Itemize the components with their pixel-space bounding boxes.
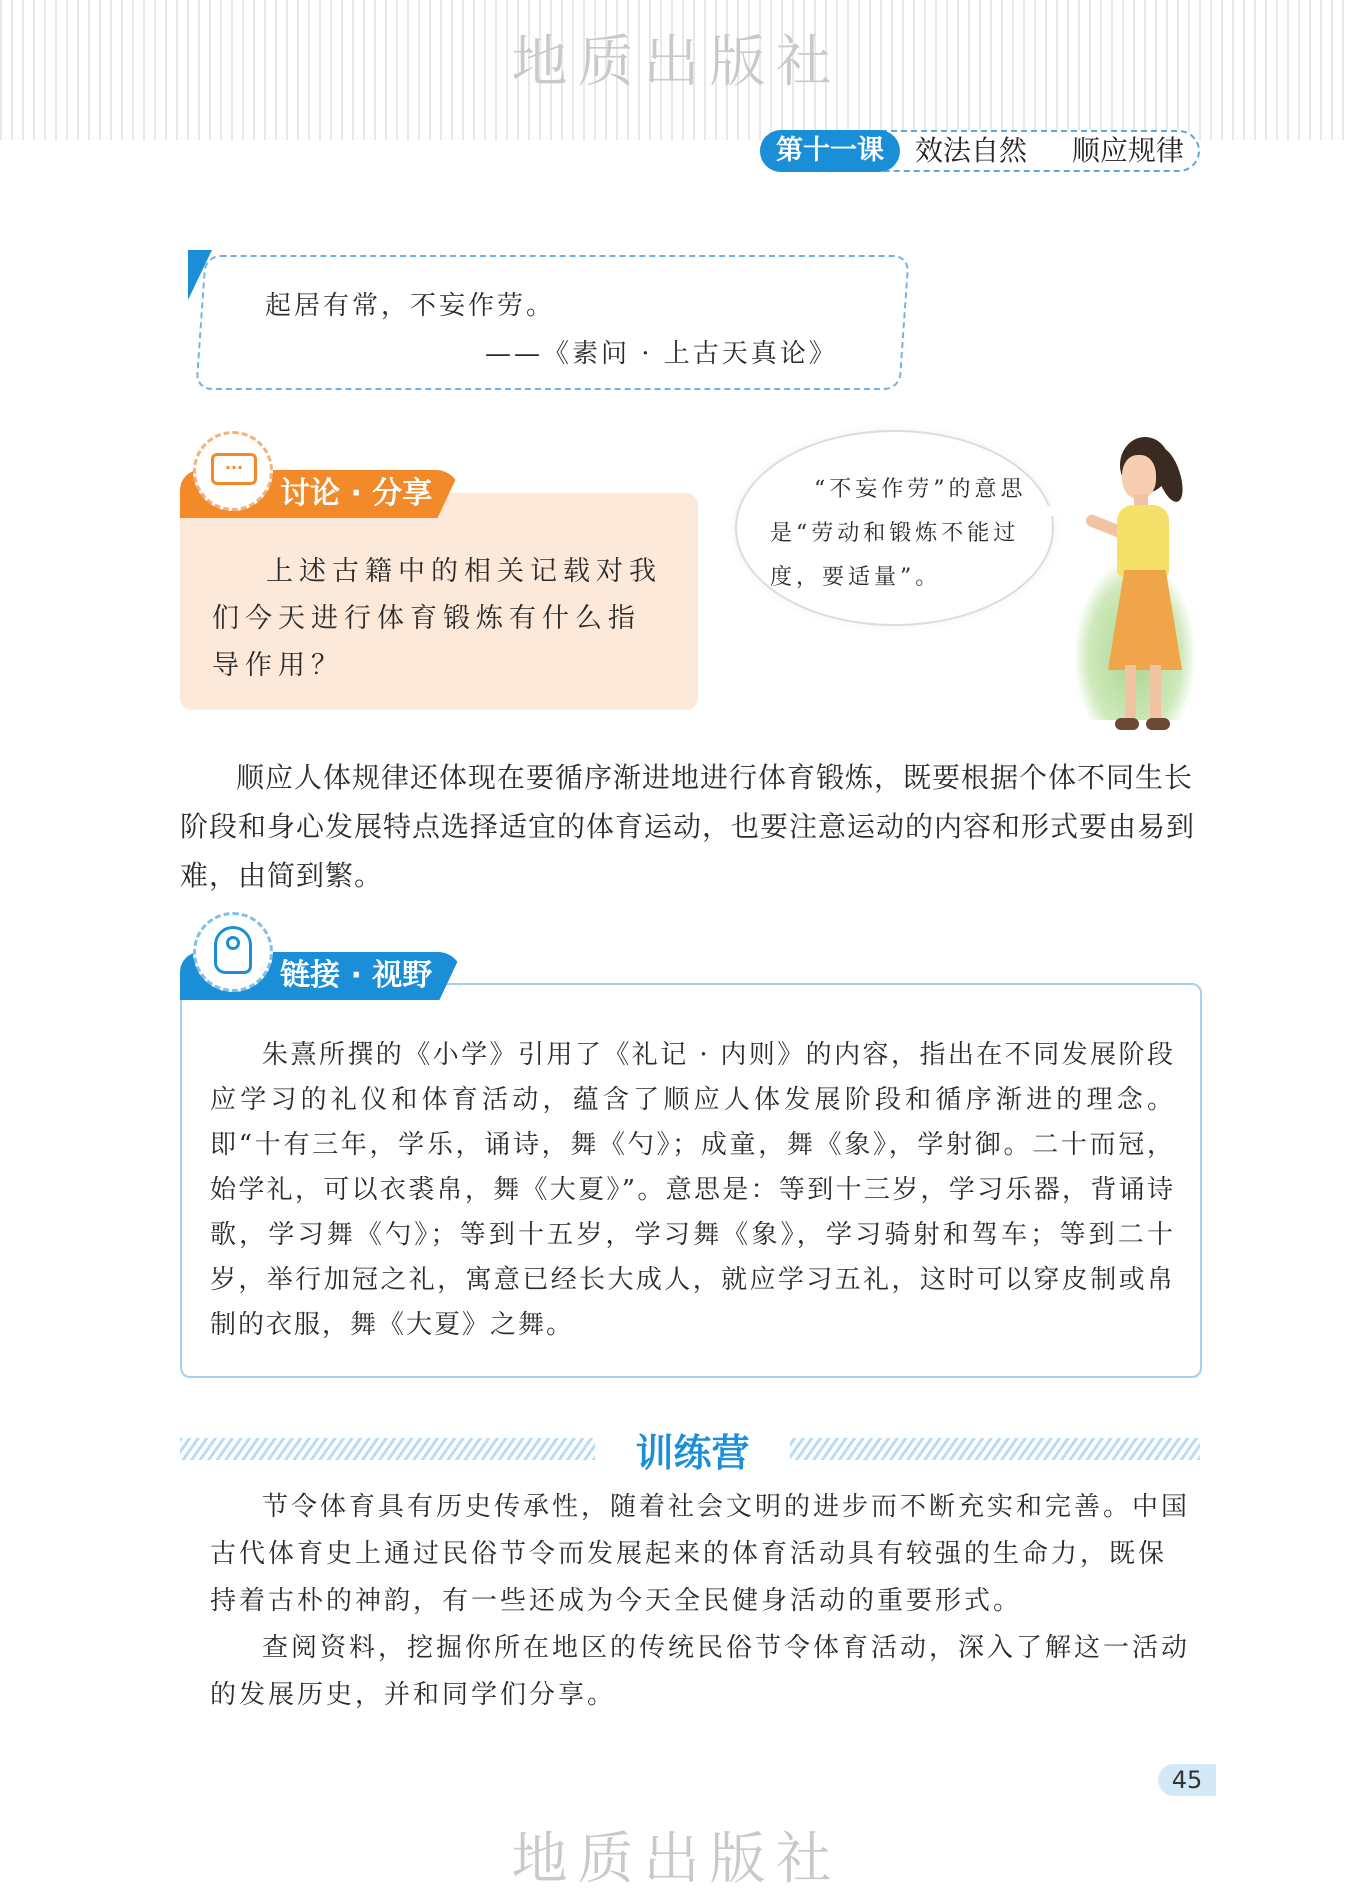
- training-paragraph: 查阅资料，挖掘你所在地区的传统民俗节令体育活动，深入了解这一活动的发展历史，并和同学们分享。: [210, 1633, 1191, 1710]
- head-eye-icon: [214, 926, 252, 974]
- lesson-number: 第十一课: [760, 130, 900, 172]
- chat-icon: ···: [211, 453, 257, 485]
- speech-bubble-text: “不妄作劳”的意思是“劳动和锻炼不能过度，要适量”。: [770, 477, 1027, 590]
- body-paragraph: 顺应人体规律还体现在要循序渐进地进行体育锻炼，既要根据个体不同生长阶段和身心发展特点选择适宜的体育运动，也要注意运动的内容和形式要由易到难，由简到繁。: [180, 761, 1196, 892]
- girl-leg: [1150, 665, 1161, 723]
- girl-shoe: [1146, 718, 1170, 730]
- quote-text: 起居有常，不妄作劳。: [265, 291, 556, 321]
- girl-shirt: [1117, 505, 1169, 577]
- girl-shoe: [1115, 718, 1139, 730]
- girl-leg: [1125, 665, 1136, 723]
- page-number: 45: [1158, 1764, 1216, 1796]
- discussion-label: 讨论 · 分享: [280, 476, 433, 511]
- training-divider-right: [790, 1438, 1200, 1460]
- girl-face: [1122, 455, 1156, 499]
- quote-source: ——《素问 · 上古天真论》: [485, 339, 838, 369]
- watermark-top: 地质出版社: [511, 30, 842, 95]
- training-divider-left: [180, 1438, 595, 1460]
- quote-flag-icon: [188, 250, 212, 300]
- link-text: 朱熹所撰的《小学》引用了《礼记 · 内则》的内容，指出在不同发展阶段应学习的礼仪和体育活动，蕴含了顺应人体发展阶段和循序渐进的理念。即“十有三年，学乐，诵诗，舞《勺》；成童，舞《象》，学射御。二十而冠，始学礼，可以衣裘帛，舞《大夏》”。意思是：等到十三岁，学习乐器，背诵诗歌，学习舞《勺》；等到十五岁，学习舞《象》，学习骑射和驾车；等到二十岁，举行加冠之礼，寓意已经长大成人，就应学习五礼，这时可以穿皮制或帛制的衣服，舞《大夏》之舞。: [210, 1040, 1175, 1340]
- lesson-title: 效法自然 顺应规律: [915, 134, 1184, 167]
- discussion-text: 上述古籍中的相关记载对我们今天进行体育锻炼有什么指导作用？: [212, 556, 662, 681]
- training-paragraph: 节令体育具有历史传承性，随着社会文明的进步而不断充实和完善。中国古代体育史上通过民俗节令而发展起来的体育活动具有较强的生命力，既保持着古朴的神韵，有一些还成为今天全民健身活动的重要形式。: [210, 1492, 1191, 1616]
- watermark-bottom: 地质出版社: [511, 1827, 842, 1892]
- training-title: 训练营: [635, 1431, 750, 1475]
- link-label: 链接 · 视野: [280, 958, 433, 993]
- speech-bubble-tail: [1040, 502, 1062, 522]
- eye-icon: [226, 936, 240, 950]
